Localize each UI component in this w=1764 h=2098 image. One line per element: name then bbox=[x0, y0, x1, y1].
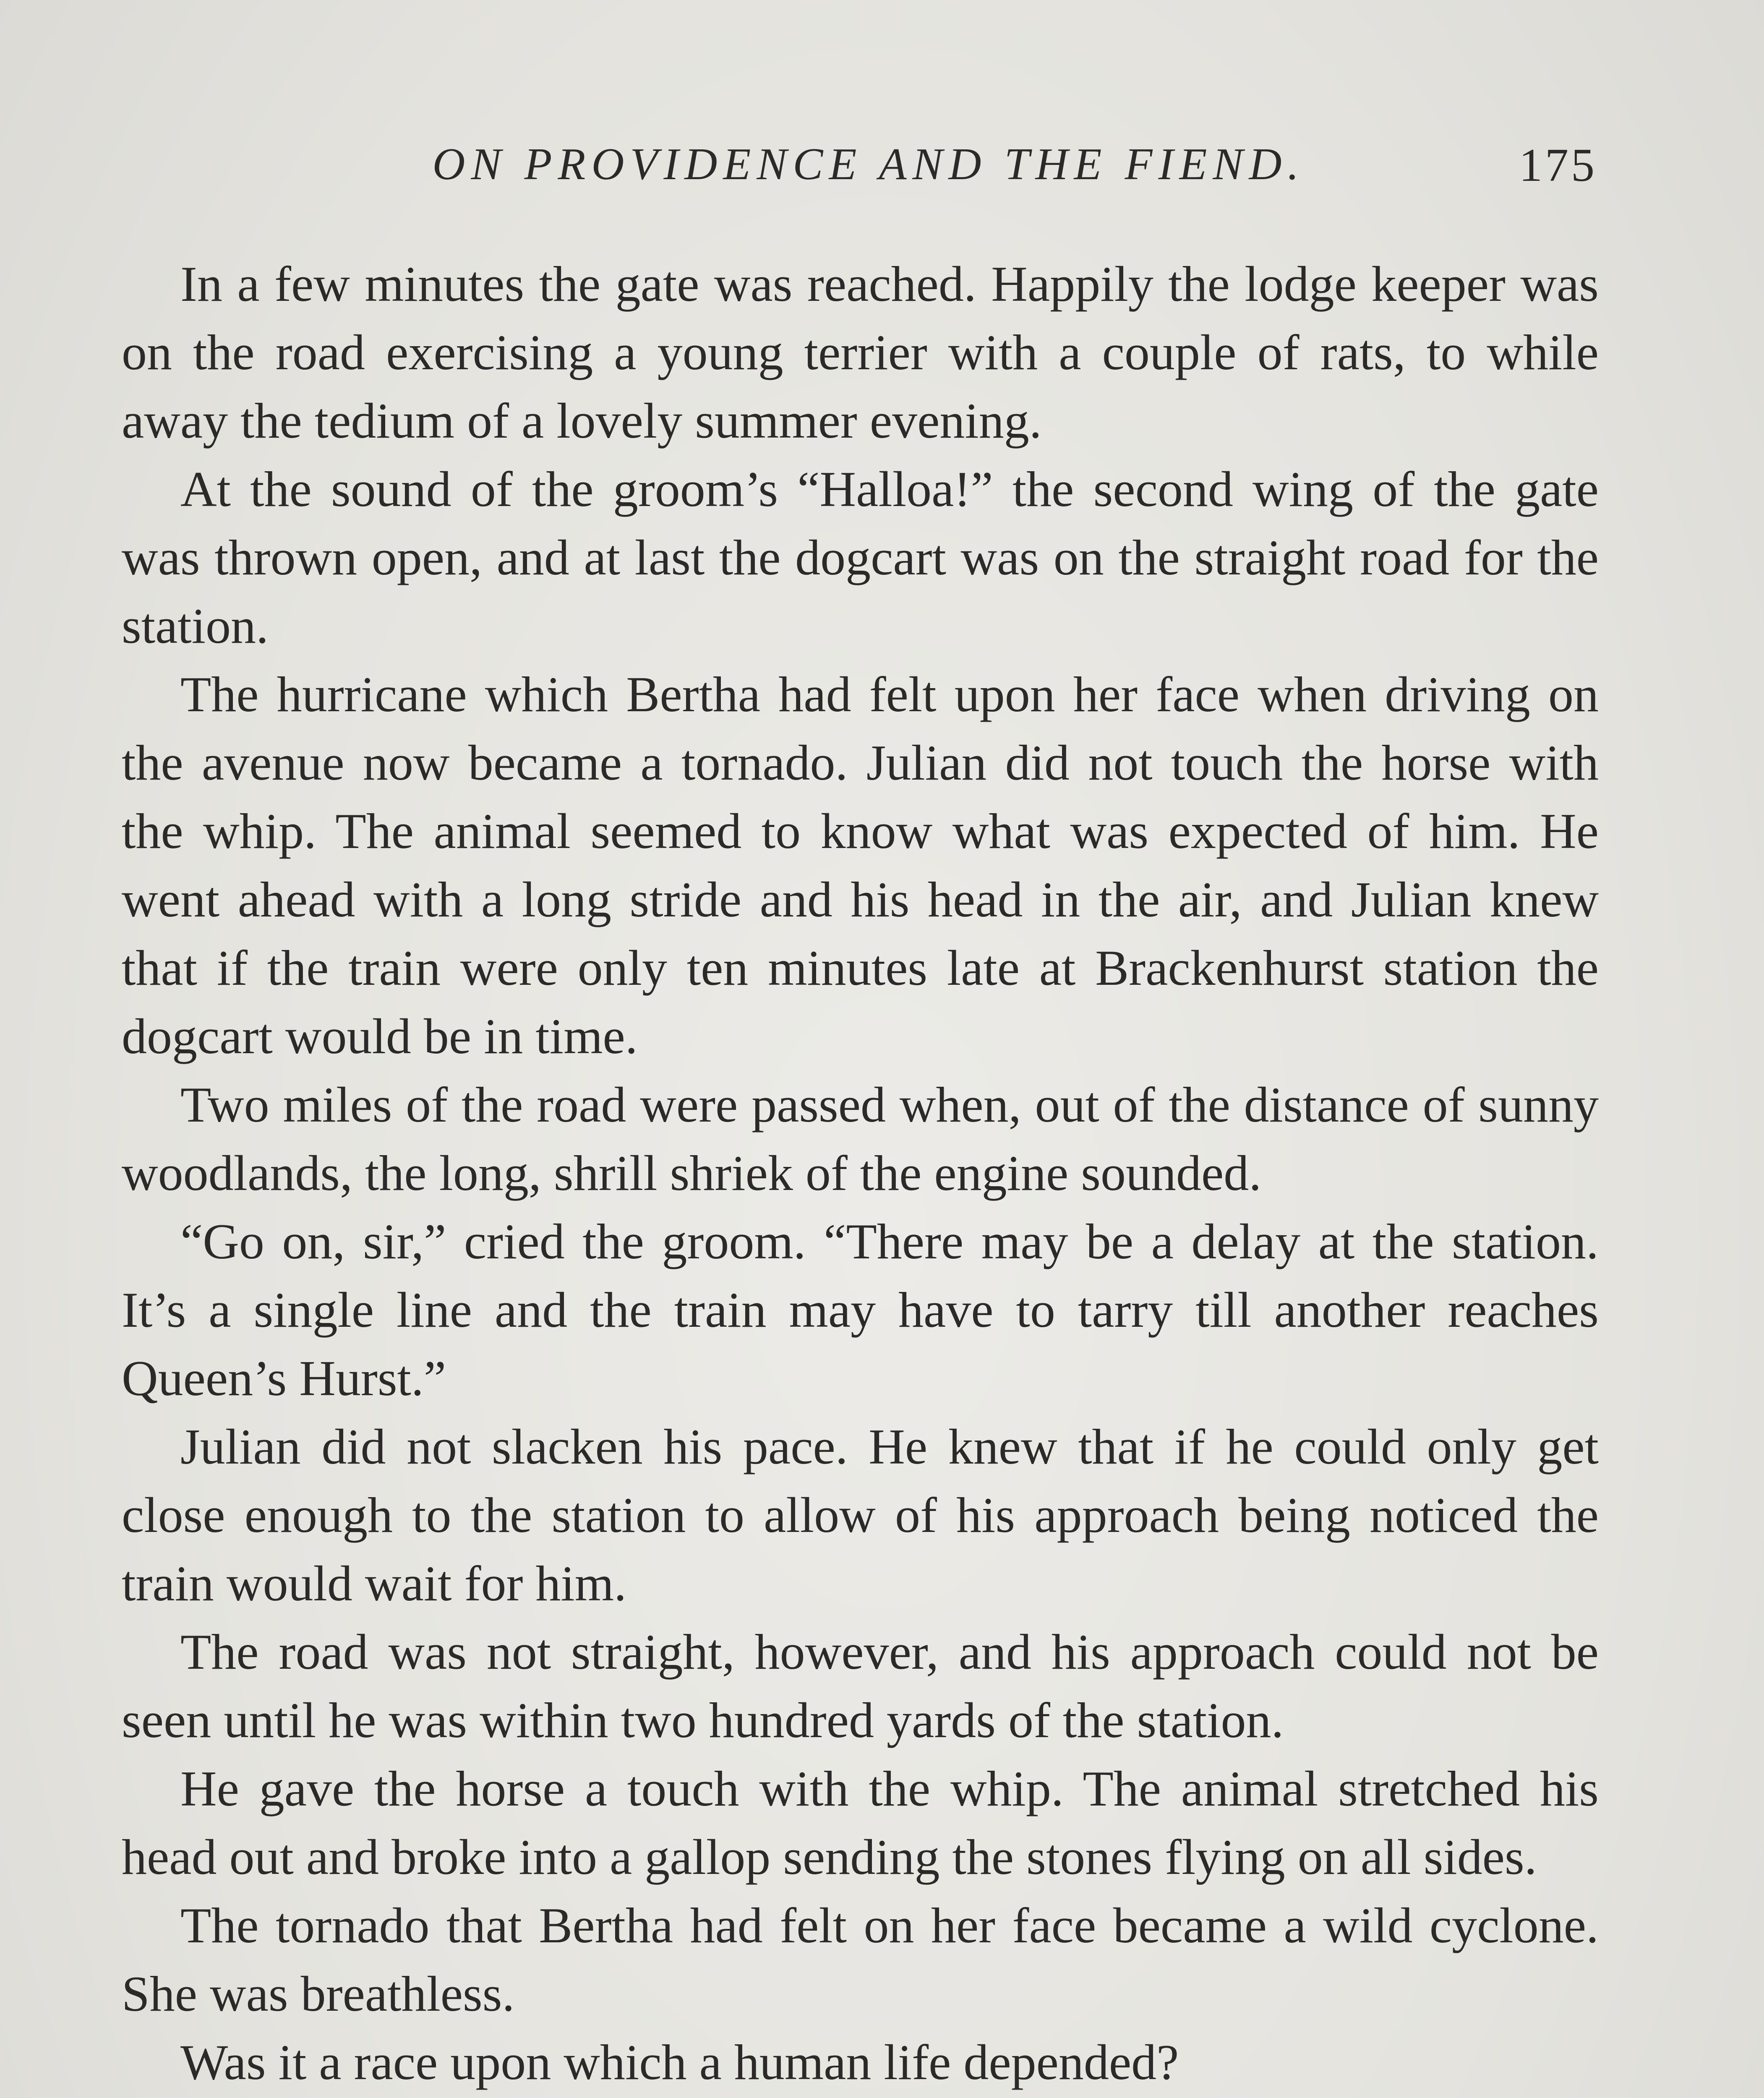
paragraph: Two miles of the road were passed when, out of the distance of sunny woodlands, the long, shrill shriek of the engine sounded. bbox=[122, 1077, 1599, 1201]
page-number: 175 bbox=[1519, 139, 1597, 191]
paragraph: In a few minutes the gate was reached. Happily the lodge keeper was on the road exercising a young terrier with a couple of rats, to while away the tedium of a lovely summer evening. bbox=[122, 256, 1599, 449]
paragraph: Julian did not slacken his pace. He knew that if he could only get close enough to the station to allow of his approach being noticed the train would wait for him. bbox=[122, 1419, 1599, 1611]
paragraph: At the sound of the groom’s “Halloa!” the second wing of the gate was thrown open, and at last the dogcart was on the straight road for the station. bbox=[122, 461, 1599, 654]
paragraph: The tornado that Bertha had felt on her face became a wild cyclone. She was breathless. bbox=[122, 1897, 1599, 2022]
paragraph: The hurricane which Bertha had felt upon her face when driving on the avenue now became a tornado. Julian did not touch the horse with the whip. The animal seemed to know what was expected of him. He went ahead with a long stride and his head in the air, and Julian knew that if the train were only ten minutes late at Brackenhurst station the dogcart would be in time. bbox=[122, 666, 1599, 1064]
paragraph bbox=[122, 2096, 1599, 2098]
paragraph: He gave the horse a touch with the whip. The animal stretched his head out and broke into a gallop sending the stones flying on all sides. bbox=[122, 1761, 1599, 1885]
body-text bbox=[122, 250, 1599, 2098]
paragraph: The road was not straight, however, and his approach could not be seen until he was within two hundred yards of the station. bbox=[122, 1624, 1599, 1748]
paragraph: “Go on, sir,” cried the groom. “There may be a delay at the station. It’s a single line and the train may have to tarry till another reaches Queen’s Hurst.” bbox=[122, 1213, 1599, 1406]
running-head: ON PROVIDENCE AND THE FIEND. bbox=[432, 139, 1305, 189]
paragraph: Was it a race upon which a human life depended? bbox=[180, 2034, 1179, 2090]
